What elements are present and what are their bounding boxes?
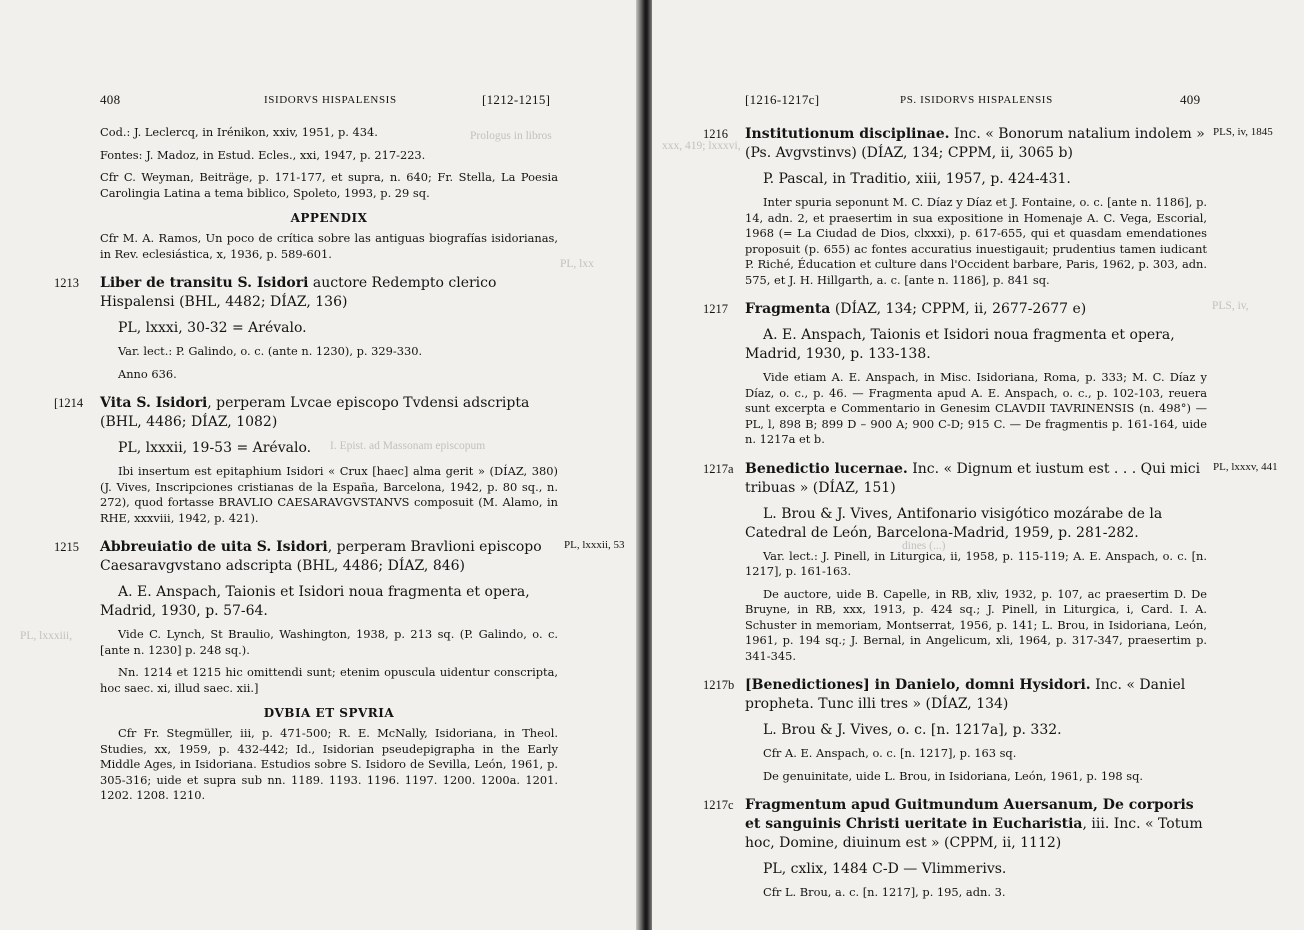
note-line: Cfr A. E. Anspach, o. c. [n. 1217], p. 163 sq. [763,746,1017,760]
entry-heading [703,300,1207,319]
margin-reference: PL, lxxxii, 53 [564,539,625,551]
entry-heading [54,274,558,312]
appendix-heading: APPENDIX [290,211,368,225]
note-line: De genuinitate, uide L. Brou, in Isidoriana, León, 1961, p. 198 sq. [763,768,1144,783]
margin-reference: PLS, iv, 1845 [1213,126,1273,138]
entry-heading [54,538,625,576]
note-line: Var. lect.: P. Galindo, o. c. (ante n. 1230), p. 329-330. [118,344,423,358]
note-line: De auctore, uide B. Capelle, in RB, xliv, 1932, p. 107, ac praesertim D. De Bruyne, in RB, xxx, 1913, p. 424 sq.; J. Pinell, in Liturgica, i, Card. I. A. Schuster in memoriam, Montserrat, 1956, p. 141; L. Brou, in Isidoriana, León, 1961, p. 194 sq.; J. Bernal, in Angelicum, xli, 1964, p. 317-347, praesertim p. 341-345. [745,586,1207,663]
appendix-text: Cfr M. A. Ramos, Un poco de crítica sobre las antiguas biografías isidorianas, in Rev. eclesiástica, x, 1936, p. 589-601. [100,231,558,261]
entry-title: Benedictio lucernae. [745,460,908,477]
entry-heading [703,676,1207,714]
entry [703,796,1207,901]
entry-description: (DÍAZ, 134; CPPM, ii, 2677-2677 e) [830,301,1087,317]
note-line: Ibi insertum est epitaphium Isidori « Crux [haec] alma gerit » (DÍAZ, 380) (J. Vives, Inscripciones cristianas de la España, Barcelona, 1942, p. 80 sq., n. 272), quod fortasse BRAVLIO CAESARAVGVSTANVS composuit (M. Alamo, in RHE, xxxviii, 1942, p. 421). [100,464,558,525]
page-number: 408 [100,92,121,107]
entry-description: auctore Redempto clerico Hispalensi (BHL, 4482; DÍAZ, 136) [100,275,497,310]
page-number: 409 [1180,92,1201,107]
entry [703,300,1207,448]
edition-line: L. Brou & J. Vives, o. c. [n. 1217a], p. 332. [763,722,1062,738]
entry-number: 1217a [703,461,734,476]
entry-description: Inc. « Daniel propheta. Tunc illi tres » (DÍAZ, 134) [745,677,1186,712]
note-line: Inter spuria seponunt M. C. Díaz y Díaz et J. Fontaine, o. c. [ante n. 1186], p. 14, adn. 2, et praesertim in sua expositione in Homenaje A. C. Vega, Escorial, 1968 (= La Ciudad de Dios, clxxxi), p. 617-655, qui et quasdam emendationes proposuit (p. 655) ac fontes accuratius inuestigauit; prudentius tamen iudicant P. Riché, Éducation et culture dans l'Occident barbare, Paris, 1962, p. 303, adn. 575, et J. H. Hillgarth, a. c. [ante n. 1186], p. 841 sq. [745,195,1207,287]
bleed-through-text: Prologus in libros [470,130,552,142]
edition-line: A. E. Anspach, Taionis et Isidori noua fragmenta et opera, Madrid, 1930, p. 57-64. [100,584,530,619]
note-line: Vide etiam A. E. Anspach, in Misc. Isidoriana, Roma, p. 333; M. C. Díaz y Díaz, o. c., p. 46. — Fragmenta apud A. E. Anspach, o. c., p. 102-103, reuera sunt excerpta e Commentario in Genesim CLAVDII TAVRINENSIS (n. 498°) — PL, l, 898 B; 899 D – 900 A; 900 C-D; 915 C. — De fragmentis p. 161-164, uide n. 1217a et b. [745,370,1207,446]
bleed-through-text: PL, lxxxiii, [20,630,73,642]
entry [54,538,625,696]
entry [54,394,558,526]
entry-title: Abbreuiatio de uita S. Isidori [100,539,328,555]
edition-line: L. Brou & J. Vives, Antifonario visigótico mozárabe de la Catedral de León, Barcelona-Madrid, 1959, p. 281-282. [745,505,1163,541]
right-column [703,125,1278,908]
edition-line: P. Pascal, in Traditio, xiii, 1957, p. 424-431. [763,171,1071,187]
entry-number: 1217 [703,302,728,316]
entry-title: Fragmenta [745,301,831,317]
entry [703,676,1207,784]
running-title: PS. ISIDORVS HISPALENSIS [900,94,1053,106]
edition-line: A. E. Anspach, Taionis et Isidori noua fragmenta et opera, Madrid, 1930, p. 133-138. [745,327,1175,362]
edition-line: PL, lxxxii, 19-53 = Arévalo. [118,440,312,456]
entry-number: 1217c [703,798,734,812]
left-column [54,125,625,811]
dubia-text: Cfr Fr. Stegmüller, iii, p. 471-500; R. E. McNally, Isidoriana, in Theol. Studies, xx, 1959, p. 432-442; Id., Isidorian pseudepigrapha in the Early Middle Ages, in Isidoriana. Estudios sobre S. Isidoro de Sevilla, León, 1961, p. 305-316; uide et supra sub nn. 1189. 1193. 1196. 1197. 1200. 1200a. 1201. 1202. 1208. 1210. [100,726,558,802]
dubia-heading: DVBIA ET SPVRIA [263,706,395,720]
intro-fontes: Fontes: J. Madoz, in Estud. Ecles., xxi, 1947, p. 217-223. [100,147,426,162]
entry-number: [1214 [54,396,84,410]
bleed-through-text: I. Epist. ad Massonam episcopum [330,440,486,452]
intro-cfr: Cfr C. Weyman, Beiträge, p. 171-177, et supra, n. 640; Fr. Stella, La Poesia Carolingia Latina a tema biblico, Spoleto, 1993, p. 29 sq. [100,170,558,200]
entry-number: 1215 [54,540,79,554]
entry-heading [54,394,558,432]
note-line: Anno 636. [118,366,177,381]
entry-heading [703,125,1273,163]
bleed-through-text: PLS, iv, [1212,300,1249,312]
entry-description: Inc. « Bonorum natalium indolem » (Ps. Avgvstinvs) (DÍAZ, 134; CPPM, ii, 3065 b) [745,126,1205,161]
intro-cod: Cod.: J. Leclercq, in Irénikon, xxiv, 1951, p. 434. [100,125,378,139]
note-line: Cfr L. Brou, a. c. [n. 1217], p. 195, adn. 3. [763,885,1006,899]
entry-title: Institutionum disciplinae. [745,126,950,142]
entry-number: 1217b [703,678,735,692]
entry-description: , iii. Inc. « Totum hoc, Domine, diuinum est » (CPPM, ii, 1112) [745,816,1203,851]
entry-title: Fragmentum apud Guitmundum Auersanum, De corporis et sanguinis Christi ueritate in Eucharistia [745,797,1194,832]
entry [703,460,1278,665]
bleed-through-text: xxx, 419; lxxxvi, [662,140,741,152]
entry [54,274,558,382]
note-line: Vide C. Lynch, St Braulio, Washington, 1938, p. 213 sq. (P. Galindo, o. c. [ante n. 1230] p. 248 sq.). [100,627,558,657]
entry-range: [1216-1217c] [745,92,820,107]
entry-title: Liber de transitu S. Isidori [100,275,309,291]
edition-line: PL, cxlix, 1484 C-D — Vlimmerivs. [763,861,1007,877]
entry-description: , perperam Bravlioni episcopo Caesaravgvstano adscripta (BHL, 4486; DÍAZ, 846) [100,539,542,574]
entry-heading [703,796,1207,853]
entry-title: Vita S. Isidori [100,395,208,411]
right-page [652,0,1304,930]
entry [703,125,1273,288]
entry-number: 1213 [54,276,79,290]
left-page [0,0,640,930]
note-line: Nn. 1214 et 1215 hic omittendi sunt; etenim opuscula uidentur conscripta, hoc saec. xi, illud saec. xii.] [100,665,558,695]
entry-description: Inc. « Dignum et iustum est . . . Qui mici tribuas » (DÍAZ, 151) [745,460,1201,496]
bleed-through-text: dines (...) [902,540,946,552]
running-title: ISIDORVS HISPALENSIS [264,94,397,106]
entry-heading [703,460,1278,498]
entry-range: [1212-1215] [482,92,551,107]
edition-line: PL, lxxxi, 30-32 = Arévalo. [118,320,307,336]
note-line: Var. lect.: J. Pinell, in Liturgica, ii, 1958, p. 115-119; A. E. Anspach, o. c. [n. 1217], p. 161-163. [745,548,1207,578]
entry-description: , perperam Lvcae episcopo Tvdensi adscripta (BHL, 4486; DÍAZ, 1082) [100,395,530,430]
bleed-through-text: PL, lxx [560,258,594,270]
entry-number: 1216 [703,127,728,141]
entry-title: [Benedictiones] in Danielo, domni Hysidori. [745,677,1091,693]
margin-reference: PL, lxxxv, 441 [1213,460,1278,473]
